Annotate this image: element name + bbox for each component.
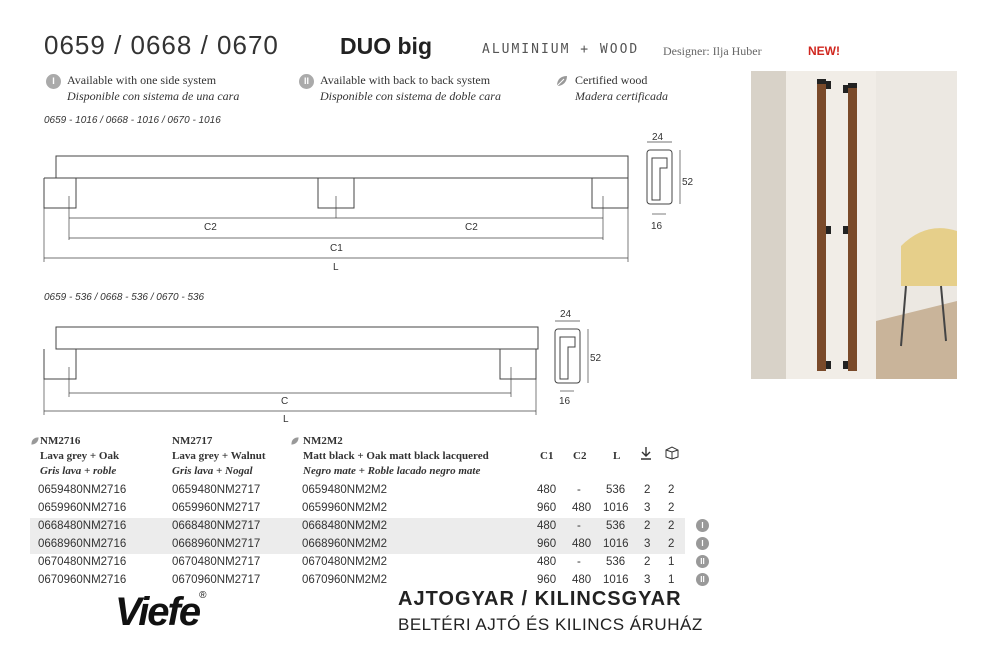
one-side-system-icon: I bbox=[46, 74, 61, 89]
small-l-label: L bbox=[283, 414, 289, 425]
back-to-back-system-icon: II bbox=[696, 555, 709, 568]
product-table bbox=[0, 482, 720, 592]
large-drawing-title: 0659 - 1016 / 0668 - 1016 / 0670 - 1016 bbox=[44, 115, 221, 126]
feature-one-side-es: Disponible con sistema de una cara bbox=[67, 89, 240, 103]
download-arrow-icon bbox=[640, 446, 652, 460]
small-drawing-title: 0659 - 536 / 0668 - 536 / 0670 - 536 bbox=[44, 292, 205, 303]
feature-back-to-back bbox=[299, 72, 501, 104]
large-c1-label: C1 bbox=[330, 243, 343, 254]
large-handle-drawing bbox=[40, 130, 700, 275]
feature-certified-wood-es: Madera certificada bbox=[575, 89, 668, 103]
back-to-back-system-icon: II bbox=[696, 573, 709, 586]
product-photo bbox=[751, 71, 957, 379]
large-c2-right-label: C2 bbox=[465, 222, 478, 233]
leaf-icon bbox=[30, 436, 40, 446]
large-l-label: L bbox=[333, 262, 339, 273]
door-handle-photo bbox=[751, 71, 957, 379]
small-profile-width: 24 bbox=[560, 309, 572, 320]
finish-header-2 bbox=[172, 434, 266, 479]
large-left-leg bbox=[44, 178, 76, 208]
finish-es-3: Negro mate + Roble lacado negro mate bbox=[303, 465, 481, 477]
feature-one-side bbox=[46, 72, 239, 104]
small-left-leg bbox=[44, 349, 76, 379]
shop-tagline: BELTÉRI AJTÓ ÉS KILINCS ÁRUHÁZ bbox=[398, 615, 703, 634]
feature-one-side-en: Available with one side system bbox=[67, 73, 217, 87]
table-row: 0668480NM2716 0668480NM2717 0668480NM2M2 480 - 536 2 2 bbox=[30, 518, 685, 536]
finish-en-2: Lava grey + Walnut bbox=[172, 450, 266, 462]
finish-header-1 bbox=[30, 434, 119, 479]
back-to-back-system-icon: II bbox=[299, 74, 314, 89]
designer: Designer: Ilja Huber bbox=[663, 44, 762, 58]
product-codes: 0659 / 0668 / 0670 bbox=[44, 30, 279, 60]
small-profile-depth: 16 bbox=[559, 396, 571, 407]
small-handle-bar bbox=[56, 327, 538, 349]
shop-name: AJTOGYAR / KILINCSGYAR bbox=[398, 588, 682, 610]
large-right-leg bbox=[592, 178, 628, 208]
large-c2-left-label: C2 bbox=[204, 222, 217, 233]
large-handle-bar bbox=[56, 156, 628, 178]
large-profile bbox=[647, 142, 680, 214]
table-row: 0659960NM2716 0659960NM2717 0659960NM2M2 960 480 1016 3 2 bbox=[38, 502, 675, 514]
col-c1: C1 bbox=[540, 450, 554, 462]
viefe-logo: Viefe® bbox=[115, 590, 205, 634]
small-c-label: C bbox=[281, 396, 289, 407]
small-profile-height: 52 bbox=[590, 353, 602, 364]
feature-certified-wood-en: Certified wood bbox=[575, 73, 648, 87]
feature-certified-wood bbox=[555, 72, 668, 104]
table-row: 0670480NM2716 0670480NM2717 0670480NM2M2 480 - 536 2 1 bbox=[38, 556, 675, 568]
one-side-system-icon: I bbox=[696, 519, 709, 532]
table-row: 0670960NM2716 0670960NM2717 0670960NM2M2 960 480 1016 3 1 bbox=[38, 574, 675, 586]
finish-code-3: NM2M2 bbox=[303, 435, 343, 447]
table-row: 0659480NM2716 0659480NM2717 0659480NM2M2 480 - 536 2 2 bbox=[38, 484, 675, 496]
finish-en-3: Matt black + Oak matt black lacquered bbox=[303, 450, 489, 462]
product-name: DUO big bbox=[340, 33, 432, 59]
leaf-icon bbox=[555, 74, 569, 88]
one-side-system-icon: I bbox=[696, 537, 709, 550]
small-profile bbox=[555, 321, 588, 391]
table-row: 0668960NM2716 0668960NM2717 0668960NM2M2 960 480 1016 3 2 bbox=[30, 536, 685, 554]
finish-en-1: Lava grey + Oak bbox=[40, 450, 120, 462]
feature-back-to-back-en: Available with back to back system bbox=[320, 73, 491, 87]
finish-code-1: NM2716 bbox=[40, 435, 81, 447]
new-badge: NEW! bbox=[808, 44, 840, 58]
col-c2: C2 bbox=[573, 450, 587, 462]
finish-es-1: Gris lava + roble bbox=[40, 465, 117, 477]
finish-es-2: Gris lava + Nogal bbox=[172, 465, 253, 477]
finish-code-2: NM2717 bbox=[172, 435, 213, 447]
leaf-icon bbox=[290, 436, 300, 446]
col-l: L bbox=[613, 450, 621, 462]
material: ALUMINIUM + WOOD bbox=[482, 42, 640, 57]
finish-header-3 bbox=[290, 434, 489, 479]
large-profile-depth: 16 bbox=[651, 221, 663, 232]
small-handle-drawing bbox=[40, 305, 610, 425]
large-profile-width: 24 bbox=[652, 132, 664, 143]
small-right-leg bbox=[500, 349, 536, 379]
box-icon bbox=[664, 446, 680, 460]
feature-back-to-back-es: Disponible con sistema de doble cara bbox=[320, 89, 501, 103]
large-profile-height: 52 bbox=[682, 177, 694, 188]
